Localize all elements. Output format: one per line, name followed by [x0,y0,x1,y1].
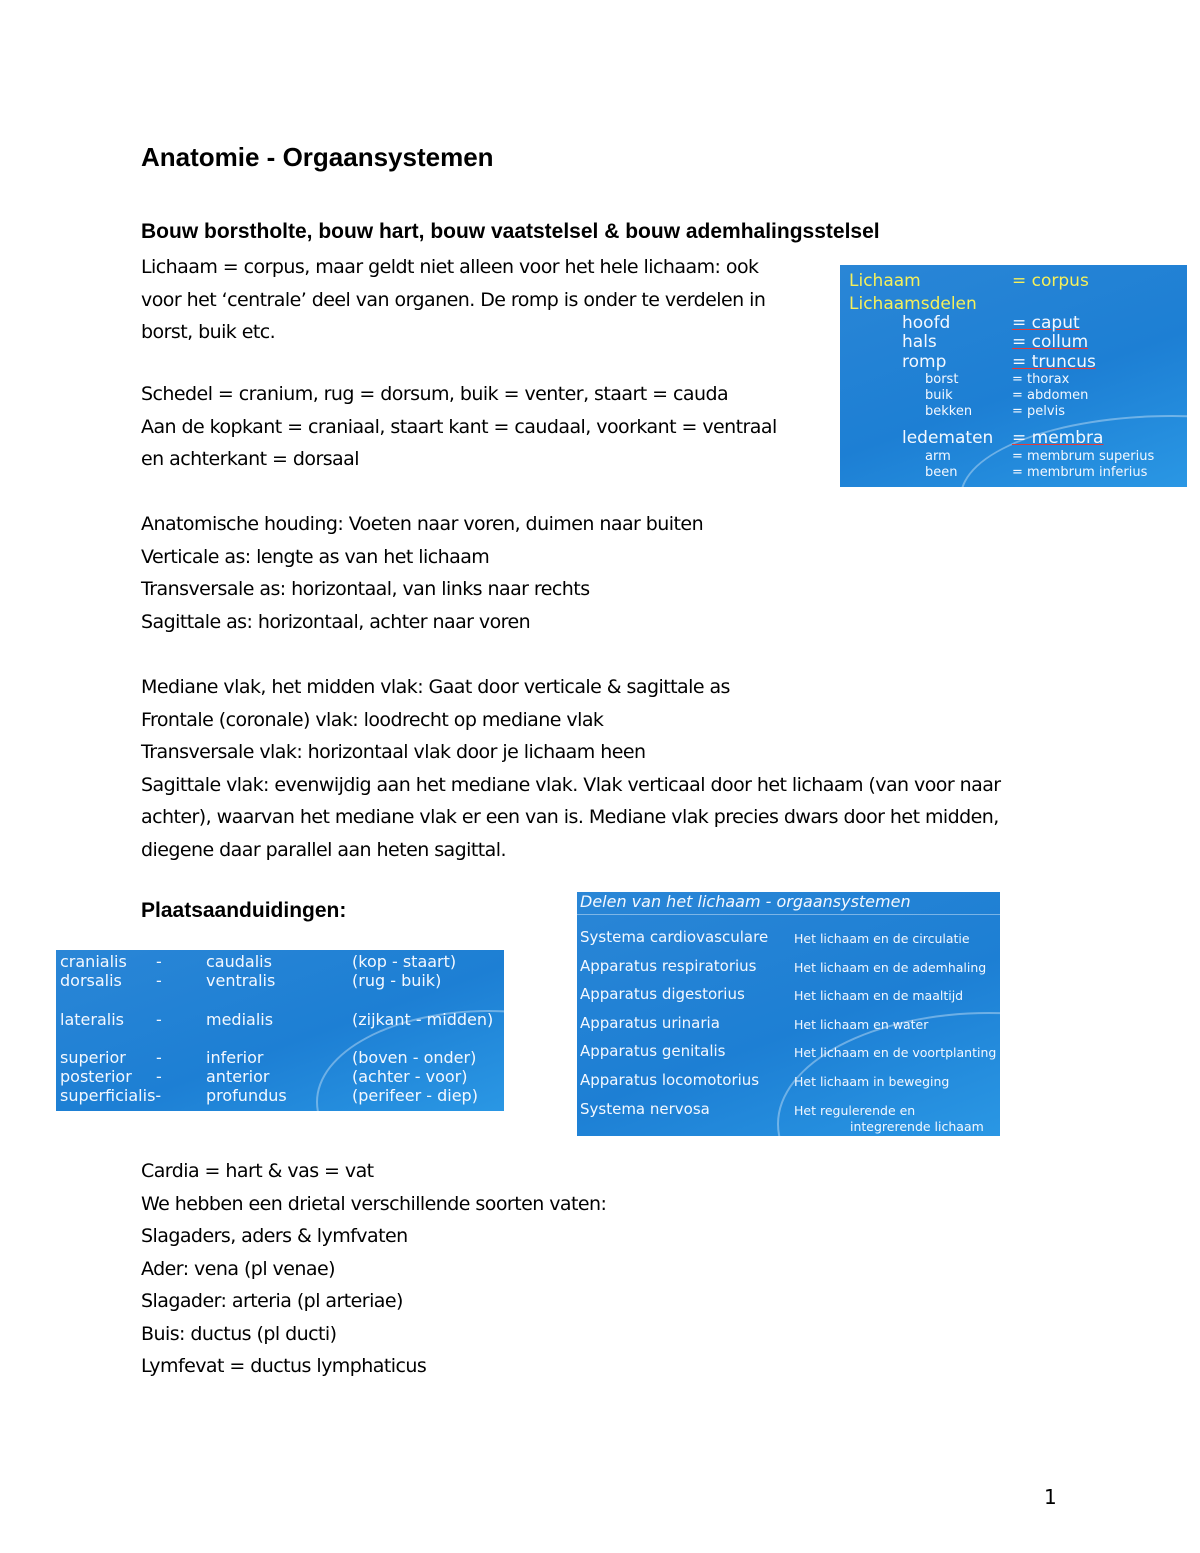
plaatsaanduidingen-heading: Plaatsaanduidingen: [141,899,347,922]
slide-equivalent: = membrum superius [1012,449,1155,464]
system-description: Het lichaam en de voortplanting [794,1045,997,1060]
term-left: lateralis [60,1010,124,1029]
system-description: Het lichaam en de ademhaling [794,960,987,975]
text-line: Anatomische houding: Voeten naar voren, duimen naar buiten [141,513,704,535]
term-meaning: (rug - buik) [352,971,442,990]
text-line: Buis: ductus (pl ducti) [141,1322,337,1345]
text-line: Sagittale vlak: evenwijdig aan het mediane vlak. Vlak verticaal door het lichaam (van voor naar [141,773,1001,796]
paragraph-richtingen [141,378,777,476]
system-name: Apparatus locomotorius [580,1071,760,1089]
slide-header: Delen van het lichaam - orgaansystemen [580,892,911,911]
text-line: Transversale vlak: horizontaal vlak door je lichaam heen [141,741,646,763]
term-right: caudalis [206,952,272,971]
text-line: Mediane vlak, het midden vlak: Gaat door verticale & sagittale as [141,676,730,698]
text-line: Slagader: arteria (pl arteriae) [141,1290,403,1312]
text-line: Sagittale as: horizontaal, achter naar voren [141,610,531,633]
text-line: voor het ‘centrale’ deel van organen. De romp is onder te verdelen in [141,288,766,311]
text-line: Schedel = cranium, rug = dorsum, buik = venter, staart = cauda [141,383,729,405]
text-line: Verticale as: lengte as van het lichaam [141,545,490,568]
slide-equivalent: = membra [1012,428,1104,448]
lichaam-terms-slide [840,265,1187,487]
system-description: Het lichaam en water [794,1017,929,1032]
plaatsaanduidingen-slide [56,950,504,1111]
term-meaning: (kop - staart) [352,952,457,971]
slide-term: Lichaam [849,271,921,291]
text-line: Frontale (coronale) vlak: loodrecht op mediane vlak [141,708,604,731]
slide-equivalent: = thorax [1012,372,1070,387]
term-right: inferior [206,1048,264,1067]
slide-equivalent: = pelvis [1012,404,1065,419]
system-name: Apparatus genitalis [580,1042,726,1060]
term-dash: - [156,1010,162,1029]
text-line: Aan de kopkant = craniaal, staart kant = caudaal, voorkant = ventraal [141,415,777,438]
text-line: borst, buik etc. [141,321,276,343]
page-number: 1 [1044,1485,1057,1509]
term-right: medialis [206,1010,274,1029]
system-description: Het regulerende en [794,1103,916,1118]
paragraph-assen [141,508,703,638]
slide-term: Lichaamsdelen [849,294,977,314]
system-description: Het lichaam in beweging [794,1074,950,1089]
slide-term: hoofd [902,313,951,333]
system-name: Systema cardiovasculare [580,928,769,946]
paragraph-lichaam [141,251,765,349]
orgaansystemen-slide [577,892,1000,1136]
slide-equivalent: = abdomen [1012,388,1089,403]
text-line: We hebben een drietal verschillende soorten vaten: [141,1192,607,1215]
text-line: Cardia = hart & vas = vat [141,1160,374,1182]
system-description: Het lichaam en de maaltijd [794,988,964,1003]
text-line: Slagaders, aders & lymfvaten [141,1225,408,1247]
term-meaning: (achter - voor) [352,1067,468,1086]
text-line: Ader: vena (pl venae) [141,1257,335,1280]
term-left: posterior [60,1067,132,1086]
term-meaning: (boven - onder) [352,1048,477,1067]
slide-term: borst [925,372,959,387]
system-name: Apparatus urinaria [580,1014,720,1032]
term-dash: - [156,1048,162,1067]
slide-equivalent: = collum [1012,332,1089,352]
paragraph-vaten [141,1155,606,1383]
system-description-continued: integrerende lichaam [850,1119,984,1134]
system-name: Systema nervosa [580,1100,710,1118]
system-description: Het lichaam en de circulatie [794,931,970,946]
term-right: ventralis [206,971,276,990]
paragraph-vlakken [141,671,1001,866]
slide-equivalent: = caput [1012,313,1080,333]
slide-equivalent: = corpus [1012,271,1089,291]
term-left: superior [60,1048,126,1067]
term-right: anterior [206,1067,270,1086]
slide-term: hals [902,332,937,352]
system-name: Apparatus respiratorius [580,957,757,975]
header-divider [577,914,1000,915]
text-line: achter), waarvan het mediane vlak er een van is. Mediane vlak precies dwars door het midden, [141,806,999,828]
slide-equivalent: = membrum inferius [1012,465,1148,480]
term-dash: - [156,952,162,971]
term-meaning: (perifeer - diep) [352,1086,478,1105]
term-meaning: (zijkant - midden) [352,1010,494,1029]
slide-term: arm [925,449,951,464]
slide-term: ledematen [902,428,994,448]
slide-term: bekken [925,404,973,419]
term-dash: - [156,1067,162,1086]
term-left: dorsalis [60,971,122,990]
slide-term: romp [902,352,947,372]
term-right: profundus [206,1086,287,1105]
text-line: en achterkant = dorsaal [141,448,359,470]
term-left: cranialis [60,952,127,971]
system-name: Apparatus digestorius [580,985,745,1003]
slide-term: been [925,465,958,480]
text-line: Transversale as: horizontaal, van links naar rechts [141,578,590,600]
slide-term: buik [925,388,953,403]
page-title: Anatomie - Orgaansystemen [141,142,494,172]
term-left: superficialis- [60,1086,162,1105]
text-line: diegene daar parallel aan heten sagittal. [141,838,506,861]
term-dash: - [156,971,162,990]
section-heading: Bouw borstholte, bouw hart, bouw vaatstelsel & bouw ademhalingsstelsel [141,220,880,243]
text-line: Lichaam = corpus, maar geldt niet alleen voor het hele lichaam: ook [141,256,759,278]
slide-equivalent: = truncus [1012,352,1096,372]
text-line: Lymfevat = ductus lymphaticus [141,1355,427,1377]
